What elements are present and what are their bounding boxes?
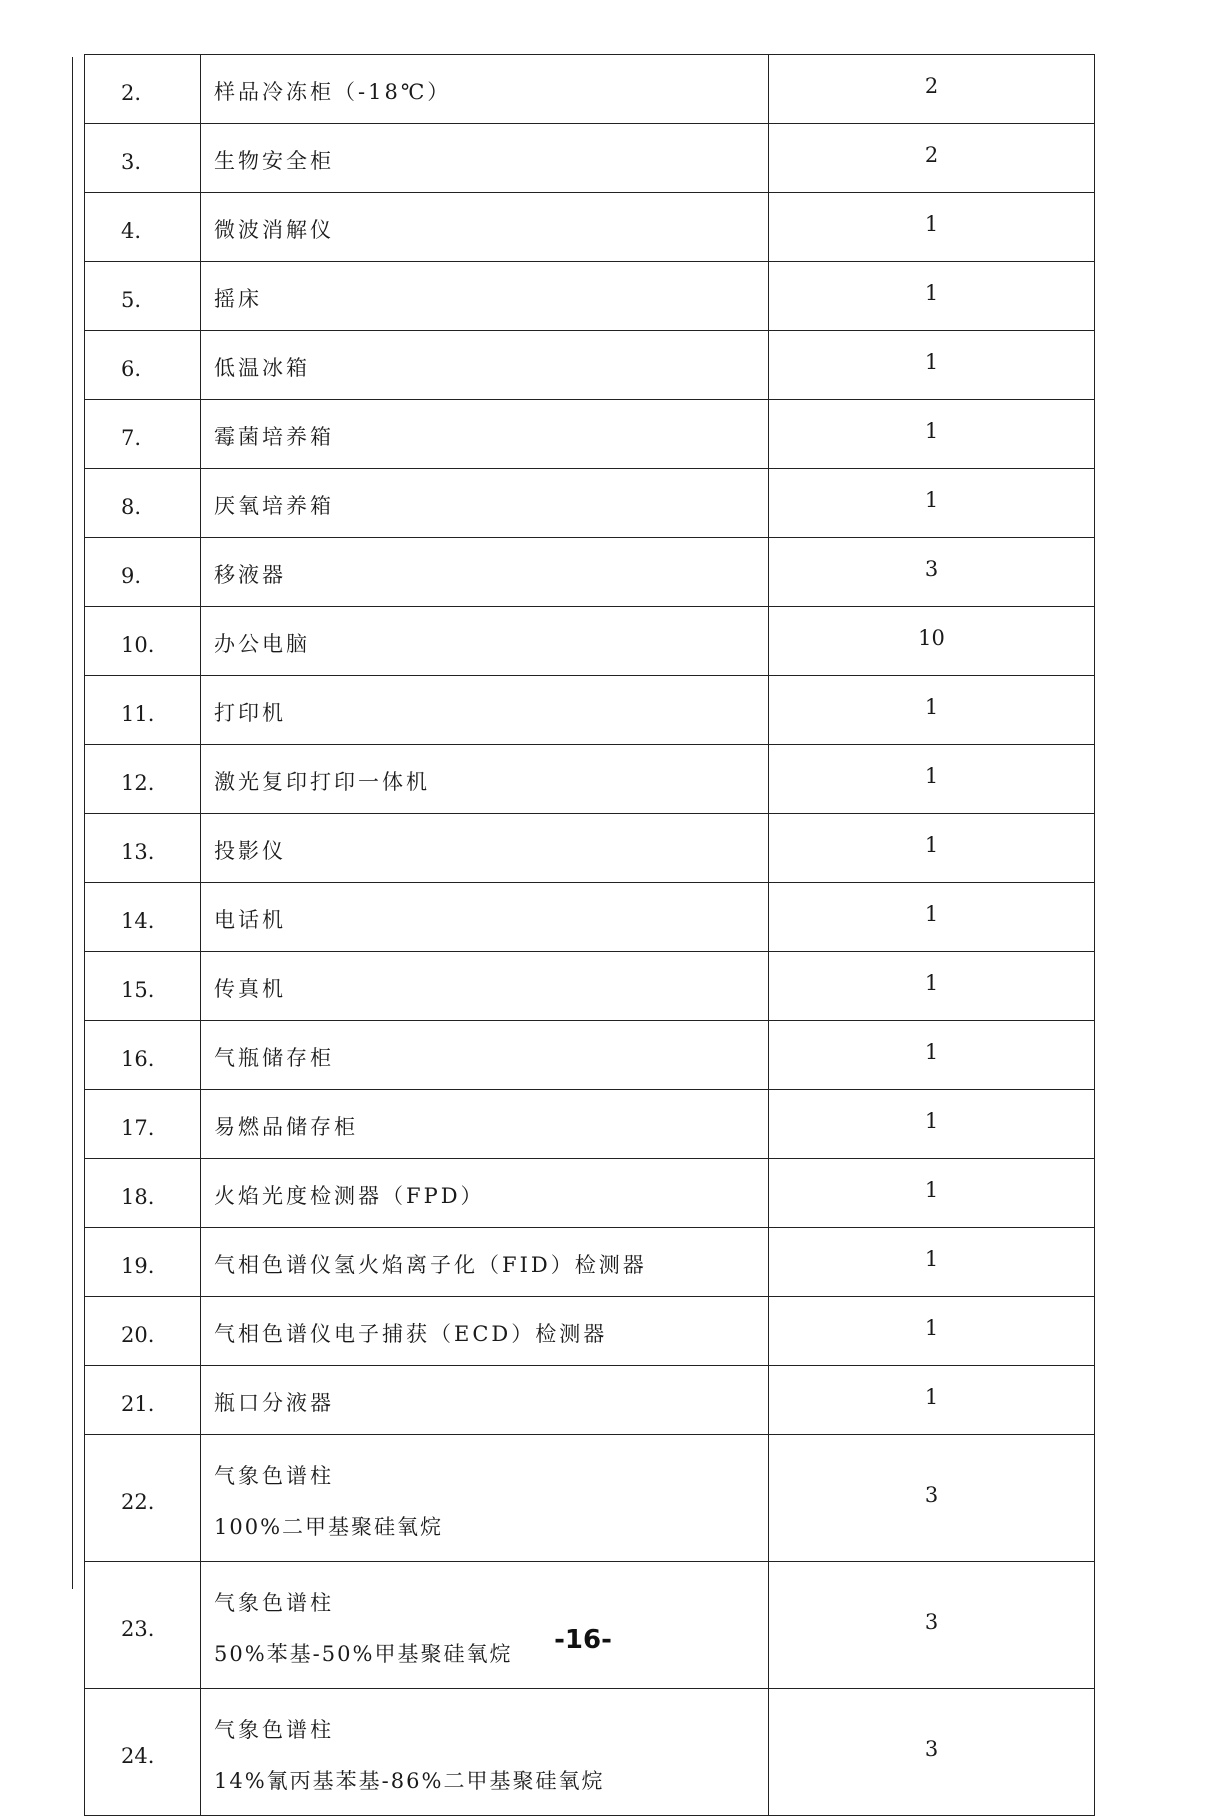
equipment-quantity: 2 xyxy=(769,55,1095,124)
equipment-quantity: 1 xyxy=(769,331,1095,400)
equipment-quantity: 1 xyxy=(769,262,1095,331)
equipment-spec: 14%氰丙基苯基-86%二甲基聚硅氧烷 xyxy=(214,1769,605,1793)
equipment-quantity: 1 xyxy=(769,1159,1095,1228)
row-number: 18. xyxy=(85,1159,201,1228)
equipment-name: 移液器 xyxy=(201,538,769,607)
equipment-name: 气象色谱柱 xyxy=(214,1590,334,1615)
table-row xyxy=(85,55,1095,124)
row-number: 10. xyxy=(85,607,201,676)
equipment-name: 厌氧培养箱 xyxy=(201,469,769,538)
row-number: 23. xyxy=(85,1562,201,1689)
equipment-table xyxy=(84,54,1095,1816)
equipment-quantity: 1 xyxy=(769,1228,1095,1297)
equipment-quantity: 1 xyxy=(769,469,1095,538)
row-number: 22. xyxy=(85,1435,201,1562)
table-row xyxy=(85,1297,1095,1366)
equipment-name: 传真机 xyxy=(201,952,769,1021)
table-row xyxy=(85,745,1095,814)
equipment-name: 电话机 xyxy=(201,883,769,952)
row-number: 20. xyxy=(85,1297,201,1366)
equipment-quantity: 2 xyxy=(769,124,1095,193)
equipment-quantity: 1 xyxy=(769,883,1095,952)
table-row xyxy=(85,262,1095,331)
equipment-name: 易燃品储存柜 xyxy=(201,1090,769,1159)
table-row xyxy=(85,1021,1095,1090)
equipment-quantity: 1 xyxy=(769,400,1095,469)
equipment-spec: 50%苯基-50%甲基聚硅氧烷 xyxy=(214,1642,513,1666)
table-row xyxy=(85,814,1095,883)
equipment-name: 气瓶储存柜 xyxy=(201,1021,769,1090)
equipment-name: 气象色谱柱 xyxy=(214,1463,334,1488)
table-row xyxy=(85,400,1095,469)
equipment-quantity: 1 xyxy=(769,676,1095,745)
row-number: 6. xyxy=(85,331,201,400)
row-number: 12. xyxy=(85,745,201,814)
equipment-spec: 100%二甲基聚硅氧烷 xyxy=(214,1515,444,1539)
table-row xyxy=(85,1228,1095,1297)
equipment-name: 激光复印打印一体机 xyxy=(201,745,769,814)
equipment-name: 微波消解仪 xyxy=(201,193,769,262)
equipment-name: 火焰光度检测器（FPD） xyxy=(201,1159,769,1228)
row-number: 8. xyxy=(85,469,201,538)
row-number: 13. xyxy=(85,814,201,883)
equipment-name: 生物安全柜 xyxy=(201,124,769,193)
equipment-name: 气象色谱柱 xyxy=(214,1717,334,1742)
equipment-quantity: 3 xyxy=(769,1689,1095,1816)
equipment-name: 气相色谱仪氢火焰离子化（FID）检测器 xyxy=(201,1228,769,1297)
equipment-name: 瓶口分液器 xyxy=(201,1366,769,1435)
equipment-quantity: 1 xyxy=(769,193,1095,262)
row-number: 11. xyxy=(85,676,201,745)
table-row xyxy=(85,193,1095,262)
equipment-quantity: 3 xyxy=(769,1435,1095,1562)
table-row xyxy=(85,676,1095,745)
equipment-name: 样品冷冻柜（-18℃） xyxy=(201,55,769,124)
equipment-name: 打印机 xyxy=(201,676,769,745)
table-row xyxy=(85,1689,1095,1816)
table-row xyxy=(85,1159,1095,1228)
table-row xyxy=(85,1435,1095,1562)
equipment-quantity: 1 xyxy=(769,1021,1095,1090)
table-row xyxy=(85,952,1095,1021)
equipment-name: 摇床 xyxy=(201,262,769,331)
row-number: 21. xyxy=(85,1366,201,1435)
table-row xyxy=(85,469,1095,538)
table-row xyxy=(85,1090,1095,1159)
page-number: -16- xyxy=(554,1625,612,1655)
equipment-name: 霉菌培养箱 xyxy=(201,400,769,469)
equipment-name: 办公电脑 xyxy=(201,607,769,676)
equipment-quantity: 3 xyxy=(769,538,1095,607)
table-row xyxy=(85,1366,1095,1435)
row-number: 17. xyxy=(85,1090,201,1159)
row-number: 7. xyxy=(85,400,201,469)
table-row xyxy=(85,124,1095,193)
row-number: 4. xyxy=(85,193,201,262)
row-number: 14. xyxy=(85,883,201,952)
equipment-quantity: 1 xyxy=(769,1090,1095,1159)
equipment-quantity: 1 xyxy=(769,814,1095,883)
row-number: 16. xyxy=(85,1021,201,1090)
equipment-quantity: 1 xyxy=(769,952,1095,1021)
equipment-name: 低温冰箱 xyxy=(201,331,769,400)
equipment-name-cell xyxy=(201,1689,769,1816)
row-number: 3. xyxy=(85,124,201,193)
equipment-quantity: 1 xyxy=(769,1366,1095,1435)
equipment-name-cell xyxy=(201,1435,769,1562)
table-row xyxy=(85,607,1095,676)
equipment-name: 投影仪 xyxy=(201,814,769,883)
row-number: 19. xyxy=(85,1228,201,1297)
row-number: 24. xyxy=(85,1689,201,1816)
row-number: 15. xyxy=(85,952,201,1021)
row-number: 2. xyxy=(85,55,201,124)
equipment-quantity: 1 xyxy=(769,745,1095,814)
table-row xyxy=(85,883,1095,952)
equipment-name: 气相色谱仪电子捕获（ECD）检测器 xyxy=(201,1297,769,1366)
equipment-quantity: 3 xyxy=(769,1562,1095,1689)
table-row xyxy=(85,538,1095,607)
row-number: 5. xyxy=(85,262,201,331)
row-number: 9. xyxy=(85,538,201,607)
equipment-quantity: 1 xyxy=(769,1297,1095,1366)
equipment-quantity: 10 xyxy=(769,607,1095,676)
table-row xyxy=(85,331,1095,400)
